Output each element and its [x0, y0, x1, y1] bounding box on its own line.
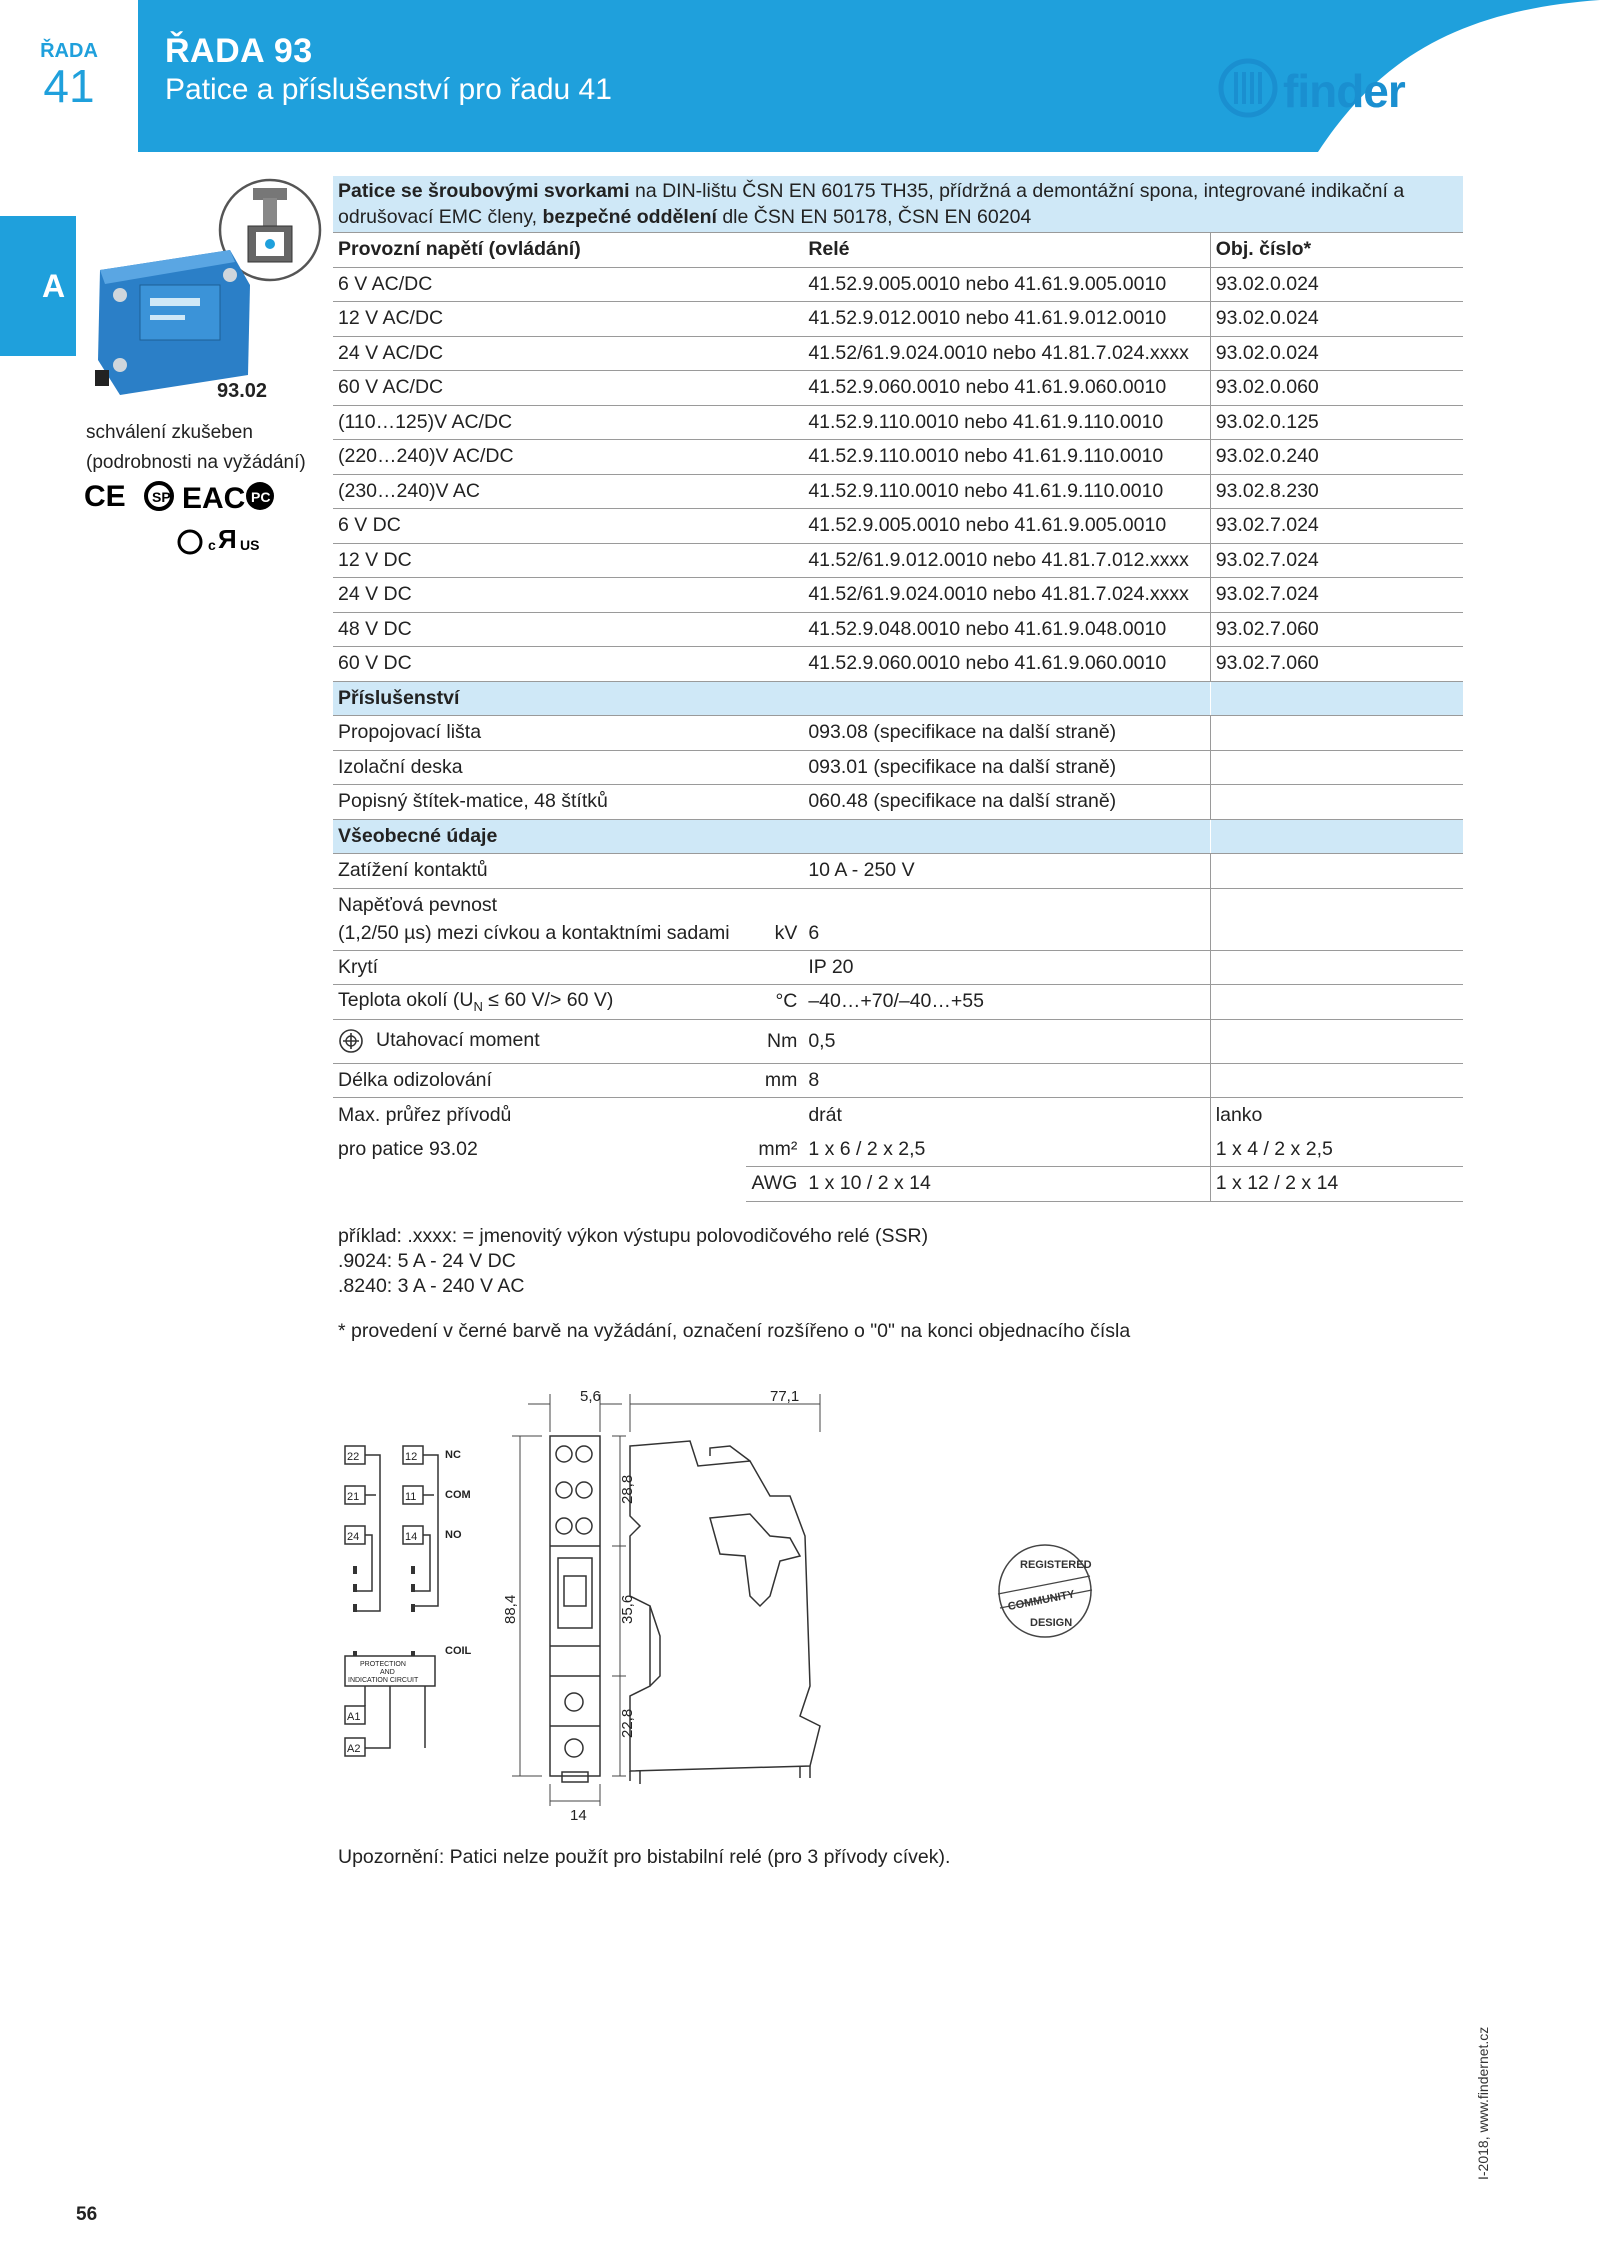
svg-text:14: 14: [405, 1531, 418, 1543]
general-header: Všeobecné údaje: [333, 819, 1463, 854]
order-cell: 93.02.7.024: [1210, 543, 1463, 578]
socket-front-view: [550, 1436, 600, 1782]
svg-text:INDICATION CIRCUIT: INDICATION CIRCUIT: [348, 1677, 419, 1684]
table-row: Délka odizolování mm 8: [333, 1063, 1463, 1098]
svg-text:SP: SP: [152, 489, 171, 505]
table-row: pro patice 93.02 mm² 1 x 6 / 2 x 2,5 1 x 4 / 2 x 2,5: [333, 1132, 1463, 1167]
relay-cell: 41.52/61.9.024.0010 nebo 41.81.7.024.xxxx: [803, 336, 1210, 371]
svg-text:88,4: 88,4: [502, 1594, 519, 1624]
svg-text:PC: PC: [251, 489, 271, 505]
relay-cell: 41.52/61.9.012.0010 nebo 41.81.7.012.xxxx: [803, 543, 1210, 578]
footnote: * provedení v černé barvě na vyžádání, označení rozšířeno o "0" na konci objednacího čísla: [338, 1320, 1131, 1342]
relay-cell: 41.52.9.005.0010 nebo 41.61.9.005.0010: [803, 267, 1210, 302]
column-header-voltage: Provozní napětí (ovládání): [333, 233, 746, 268]
svg-text:5,6: 5,6: [580, 1388, 601, 1405]
order-cell: 93.02.0.024: [1210, 302, 1463, 337]
accessory-value: 093.01 (specifikace na další straně): [803, 750, 1210, 785]
svg-text:AND: AND: [380, 1669, 395, 1676]
column-header-row: [333, 233, 1463, 268]
voltage-cell: 60 V DC: [333, 647, 746, 682]
voltage-cell: 48 V DC: [333, 612, 746, 647]
page-title: ŘADA 93: [165, 32, 313, 70]
intro-text: Patice se šroubovými svorkami na DIN-lištu ČSN EN 60175 TH35, přídržná a demontážní spona, integrované indikační a odrušovací EMC členy, bezpečné oddělení dle ČSN EN 50178, ČSN EN 60204: [333, 176, 1463, 233]
relay-cell: 41.52.9.060.0010 nebo 41.61.9.060.0010: [803, 647, 1210, 682]
svg-text:22: 22: [347, 1451, 360, 1463]
svg-text:A2: A2: [347, 1743, 361, 1755]
accessory-name: Propojovací lišta: [333, 716, 746, 751]
svg-text:CE: CE: [84, 480, 126, 513]
page-number: 56: [76, 2204, 98, 2225]
table-row: Krytí IP 20: [333, 950, 1463, 985]
order-cell: 93.02.0.024: [1210, 267, 1463, 302]
voltage-cell: 6 V DC: [333, 509, 746, 544]
voltage-cell: 6 V AC/DC: [333, 267, 746, 302]
voltage-cell: 24 V AC/DC: [333, 336, 746, 371]
product-code: 93.02: [217, 380, 268, 402]
technical-drawing: [330, 1386, 1130, 1826]
accessories-header: Příslušenství: [333, 681, 1463, 716]
table-row: [333, 578, 1463, 613]
series-label: ŘADA: [40, 40, 98, 62]
relay-cell: 41.52.9.110.0010 nebo 41.61.9.110.0010: [803, 440, 1210, 475]
order-cell: 93.02.7.024: [1210, 578, 1463, 613]
svg-text:NC: NC: [445, 1449, 461, 1461]
svg-text:14: 14: [570, 1807, 587, 1824]
table-row: [333, 440, 1463, 475]
spec-table: [333, 176, 1463, 1202]
voltage-cell: 24 V DC: [333, 578, 746, 613]
warning-note: Upozornění: Patici nelze použít pro bistabilní relé (pro 3 přívody cívek).: [338, 1846, 951, 1868]
voltage-cell: (110…125)V AC/DC: [333, 405, 746, 440]
column-header-order: Obj. číslo*: [1210, 233, 1463, 268]
table-row: Zatížení kontaktů 10 A - 250 V: [333, 854, 1463, 889]
svg-text:12: 12: [405, 1451, 418, 1463]
order-cell: 93.02.0.240: [1210, 440, 1463, 475]
page-subtitle: Patice a příslušenství pro řadu 41: [165, 73, 612, 106]
accessory-value: 060.48 (specifikace na další straně): [803, 785, 1210, 820]
svg-text:28,8: 28,8: [619, 1474, 636, 1504]
table-row: [333, 371, 1463, 406]
voltage-cell: 60 V AC/DC: [333, 371, 746, 406]
order-cell: 93.02.0.125: [1210, 405, 1463, 440]
table-row: [333, 336, 1463, 371]
accessory-name: Izolační deska: [333, 750, 746, 785]
svg-text:35,6: 35,6: [619, 1594, 636, 1624]
order-cell: 93.02.0.024: [1210, 336, 1463, 371]
svg-text:21: 21: [347, 1491, 360, 1503]
accessory-name: Popisný štítek-matice, 48 štítků: [333, 785, 746, 820]
relay-cell: 41.52.9.012.0010 nebo 41.61.9.012.0010: [803, 302, 1210, 337]
voltage-cell: (220…240)V AC/DC: [333, 440, 746, 475]
series-number: 41: [43, 60, 95, 112]
relay-cell: 41.52.9.060.0010 nebo 41.61.9.060.0010: [803, 371, 1210, 406]
table-row: [333, 647, 1463, 682]
table-row: [333, 785, 1463, 820]
table-row: Napěťová pevnost (1,2/50 µs) mezi cívkou a kontaktními sadami kV 6: [333, 888, 1463, 950]
product-photo: [80, 170, 330, 410]
table-row: AWG 1 x 10 / 2 x 14 1 x 12 / 2 x 14: [333, 1167, 1463, 1202]
svg-text:22,8: 22,8: [619, 1708, 636, 1738]
table-row: Max. průřez přívodů drát lanko: [333, 1098, 1463, 1133]
approval-note: schválení zkušeben (podrobnosti na vyžádání): [86, 422, 306, 473]
svg-text:77,1: 77,1: [770, 1388, 800, 1405]
svg-text:24: 24: [347, 1531, 360, 1543]
svg-text:COM: COM: [445, 1489, 471, 1501]
relay-cell: 41.52.9.048.0010 nebo 41.61.9.048.0010: [803, 612, 1210, 647]
svg-text:DESIGN: DESIGN: [1030, 1617, 1073, 1629]
accessory-value: 093.08 (specifikace na další straně): [803, 716, 1210, 751]
relay-cell: 41.52.9.110.0010 nebo 41.61.9.110.0010: [803, 405, 1210, 440]
table-row: Utahovací moment Nm 0,5: [333, 1019, 1463, 1063]
svg-text:PROTECTION: PROTECTION: [360, 1661, 406, 1668]
table-row: Teplota okolí ($U_N \le 60$ V/> 60 V) °C –40…+70/–40…+55: [333, 985, 1463, 1020]
order-cell: 93.02.7.024: [1210, 509, 1463, 544]
relay-cell: 41.52.9.110.0010 nebo 41.61.9.110.0010: [803, 474, 1210, 509]
section-tab: A: [0, 216, 76, 356]
svg-text:REGISTERED: REGISTERED: [1020, 1559, 1092, 1571]
svg-text:Я: Я: [218, 524, 237, 554]
table-row: [333, 302, 1463, 337]
series-badge: [0, 0, 138, 152]
svg-text:c: c: [208, 537, 216, 553]
intro-row: [333, 176, 1463, 233]
svg-text:NO: NO: [445, 1529, 462, 1541]
example-notes: příklad: .xxxx: = jmenovitý výkon výstupu polovodičového relé (SSR) .9024: 5 A - 24 V DC .8240: 3 A - 240 V AC: [338, 1225, 929, 1297]
svg-text:COIL: COIL: [445, 1645, 472, 1657]
voltage-cell: (230…240)V AC: [333, 474, 746, 509]
torque-icon: [338, 1028, 364, 1054]
svg-text:11: 11: [405, 1491, 417, 1503]
certification-icons: [84, 478, 324, 558]
footer-copyright: I-2018, www.findernet.cz: [1475, 2026, 1491, 2180]
relay-cell: 41.52/61.9.024.0010 nebo 41.81.7.024.xxxx: [803, 578, 1210, 613]
table-row: [333, 750, 1463, 785]
table-row: [333, 267, 1463, 302]
svg-text:A1: A1: [347, 1711, 361, 1723]
order-cell: 93.02.0.060: [1210, 371, 1463, 406]
registered-design-stamp-icon: [998, 1545, 1092, 1637]
table-row: [333, 716, 1463, 751]
voltage-cell: 12 V AC/DC: [333, 302, 746, 337]
svg-text:EAC: EAC: [182, 482, 246, 515]
relay-cell: 41.52.9.005.0010 nebo 41.61.9.005.0010: [803, 509, 1210, 544]
svg-text:COMMUNITY: COMMUNITY: [1006, 1588, 1076, 1614]
order-cell: 93.02.7.060: [1210, 612, 1463, 647]
socket-side-view: [630, 1441, 820, 1784]
table-row: [333, 405, 1463, 440]
brand-name: finder: [1283, 65, 1405, 117]
column-header-relay: Relé: [803, 233, 1210, 268]
voltage-cell: 12 V DC: [333, 543, 746, 578]
page-header-title: [165, 32, 612, 107]
order-cell: 93.02.7.060: [1210, 647, 1463, 682]
table-row: [333, 543, 1463, 578]
table-row: [333, 509, 1463, 544]
table-row: [333, 474, 1463, 509]
wiring-diagram: [345, 1446, 472, 1756]
table-row: [333, 612, 1463, 647]
svg-text:US: US: [240, 537, 260, 553]
order-cell: 93.02.8.230: [1210, 474, 1463, 509]
